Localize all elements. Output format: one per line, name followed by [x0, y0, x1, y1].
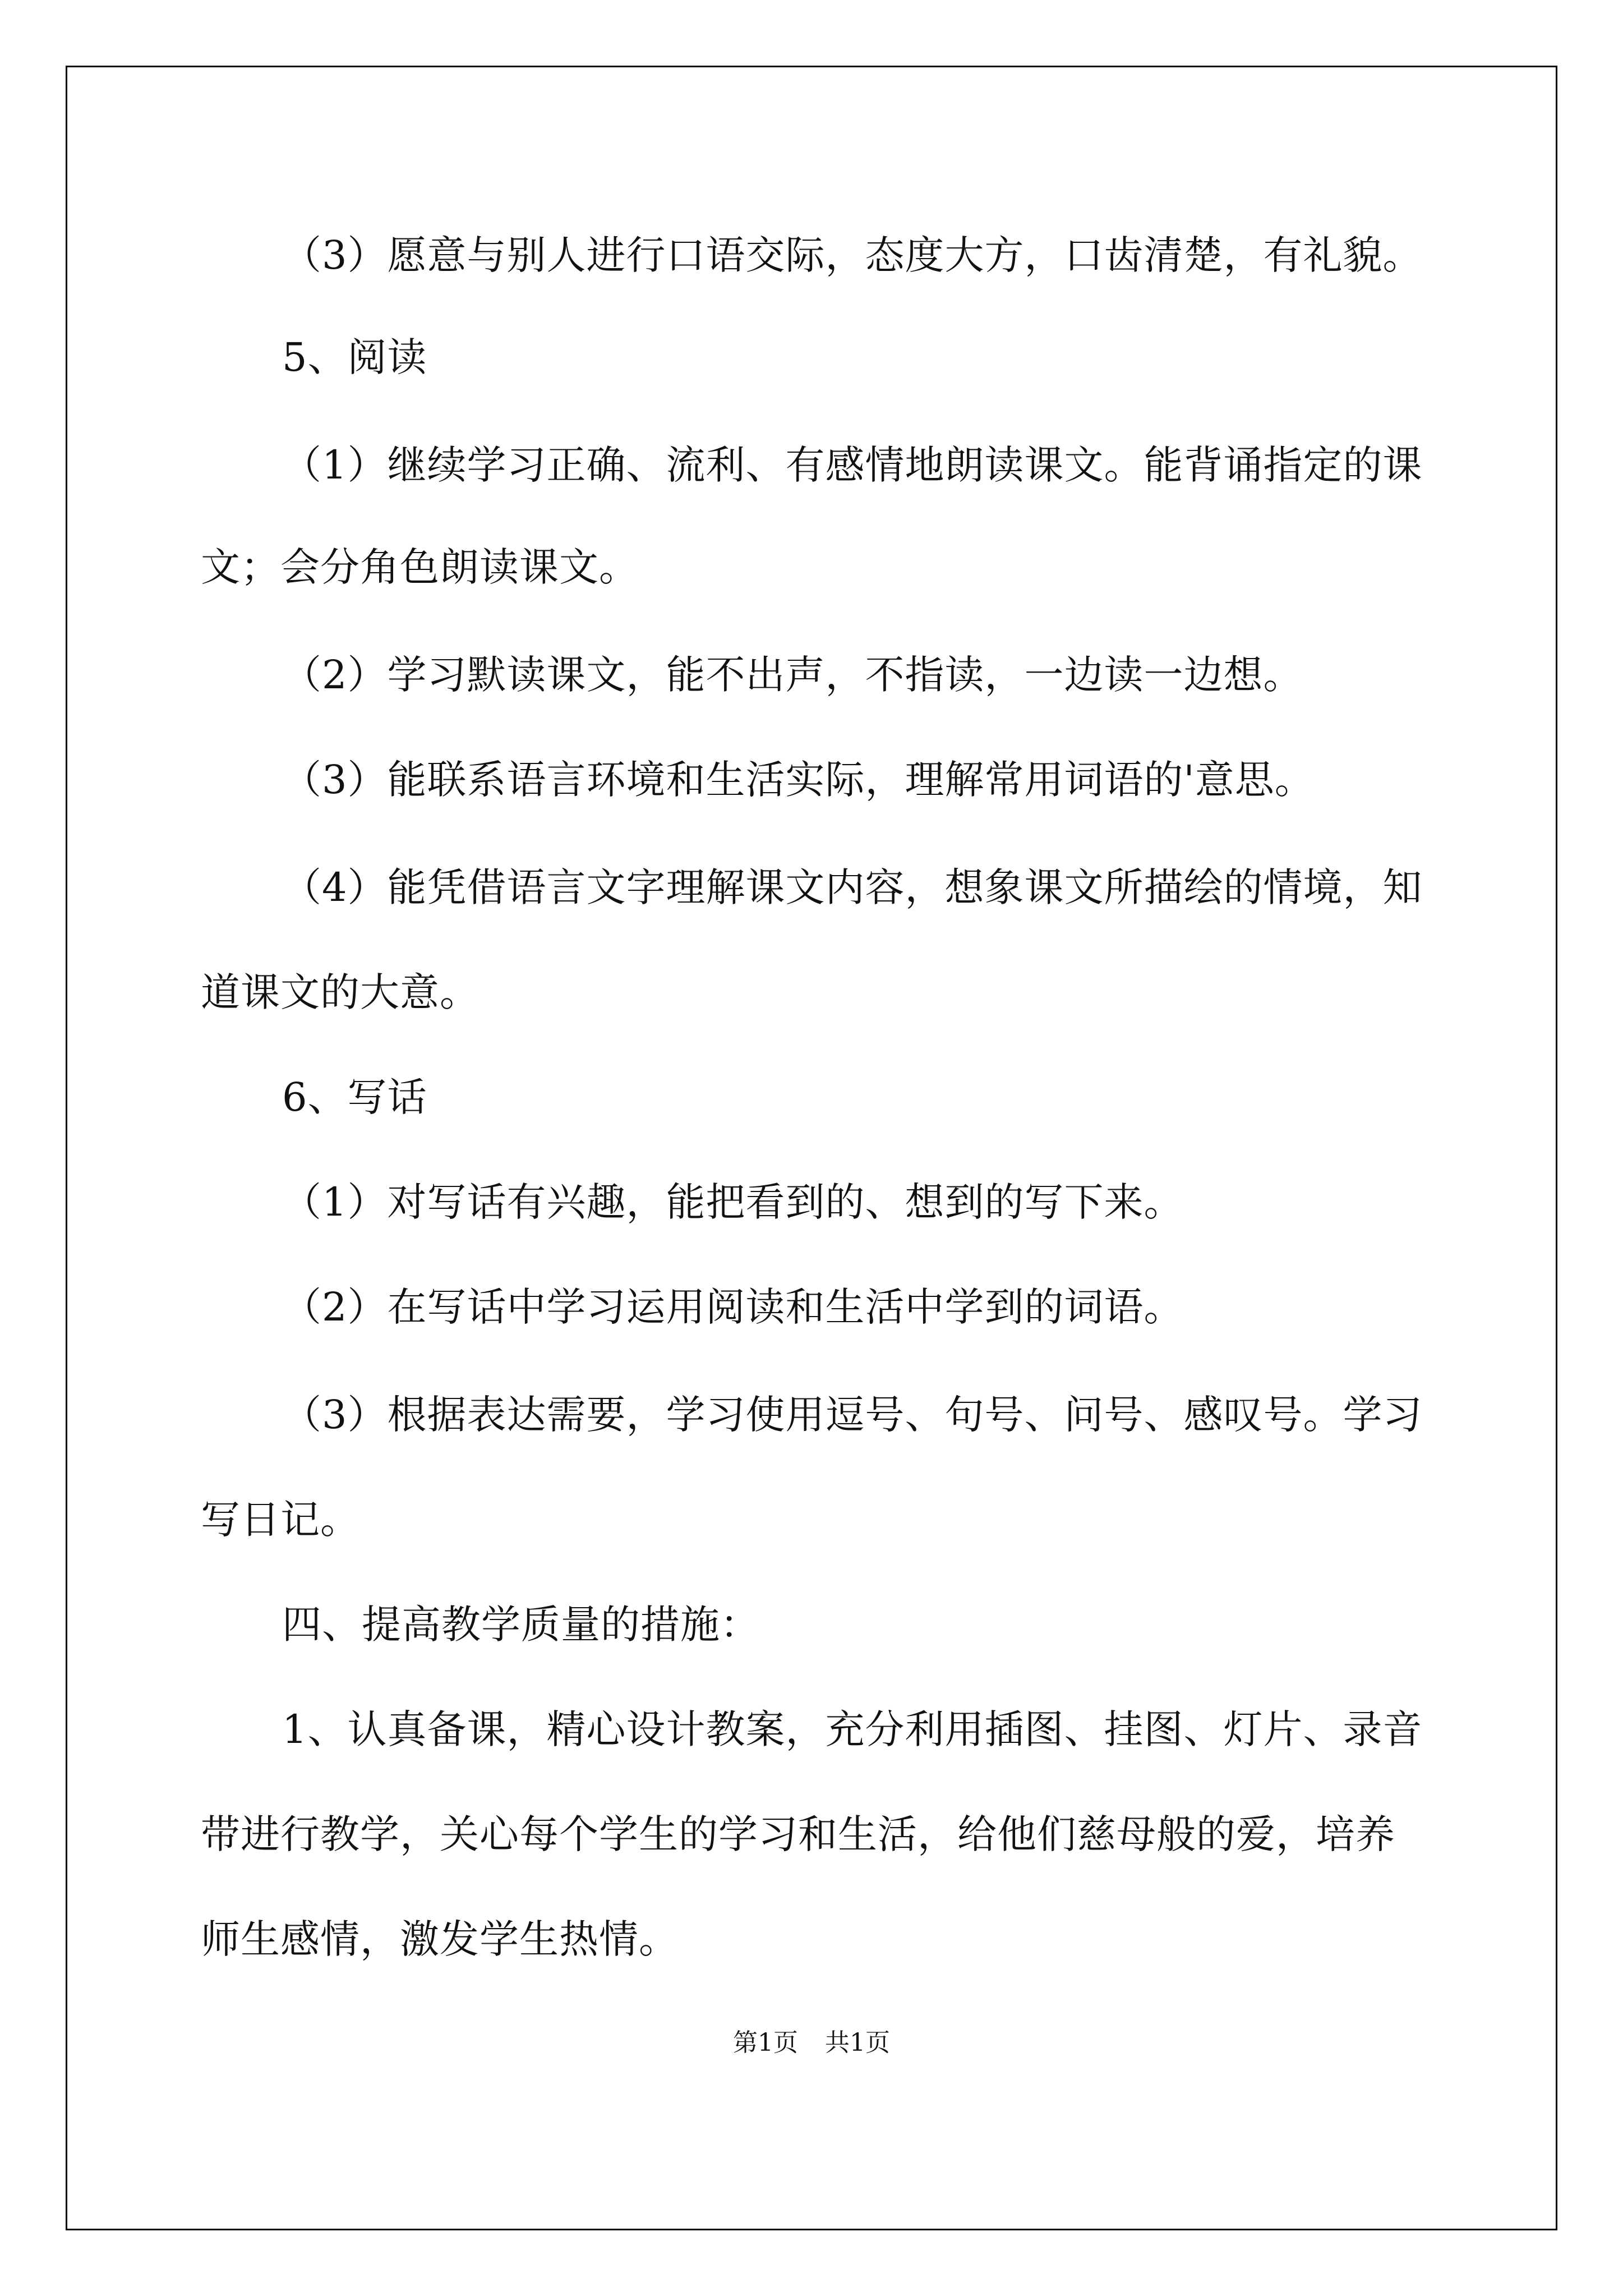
- paragraph-line: 师生感情，激发学生热情。: [201, 1916, 679, 1962]
- paragraph-line: 道课文的大意。: [201, 969, 479, 1015]
- paragraph-line: （1）继续学习正确、流利、有感情地朗读课文。能背诵指定的课: [282, 442, 1423, 488]
- paragraph-line: （3）根据表达需要，学习使用逗号、句号、问号、感叹号。学习: [282, 1392, 1423, 1438]
- page-border: [66, 66, 1557, 2230]
- paragraph-line: （3）能联系语言环境和生活实际，理解常用词语的'意思。: [282, 757, 1315, 803]
- page-number-total: 共1页: [825, 2028, 890, 2057]
- page-footer: [0, 2026, 1623, 2060]
- paragraph-line: （1）对写话有兴趣，能把看到的、想到的写下来。: [282, 1179, 1184, 1225]
- section-heading: 5、阅读: [282, 334, 427, 380]
- paragraph-line: 1、认真备课，精心设计教案，充分利用插图、挂图、灯片、录音: [282, 1706, 1423, 1752]
- paragraph-line: 文；会分角色朗读课文。: [201, 544, 639, 590]
- paragraph-line: 写日记。: [201, 1497, 360, 1543]
- page-number-current: 第1页: [733, 2028, 798, 2057]
- section-heading: 四、提高教学质量的措施：: [282, 1602, 760, 1648]
- paragraph-line: （4）能凭借语言文字理解课文内容，想象课文所描绘的情境，知: [282, 864, 1423, 910]
- paragraph-line: 带进行教学，关心每个学生的学习和生活，给他们慈母般的爱，培养: [201, 1811, 1395, 1857]
- section-heading: 6、写话: [282, 1074, 427, 1120]
- paragraph-line: （2）学习默读课文，能不出声，不指读，一边读一边想。: [282, 652, 1303, 698]
- paragraph-line: （2）在写话中学习运用阅读和生活中学到的词语。: [282, 1284, 1184, 1330]
- paragraph-line: （3）愿意与别人进行口语交际，态度大方，口齿清楚，有礼貌。: [282, 232, 1423, 278]
